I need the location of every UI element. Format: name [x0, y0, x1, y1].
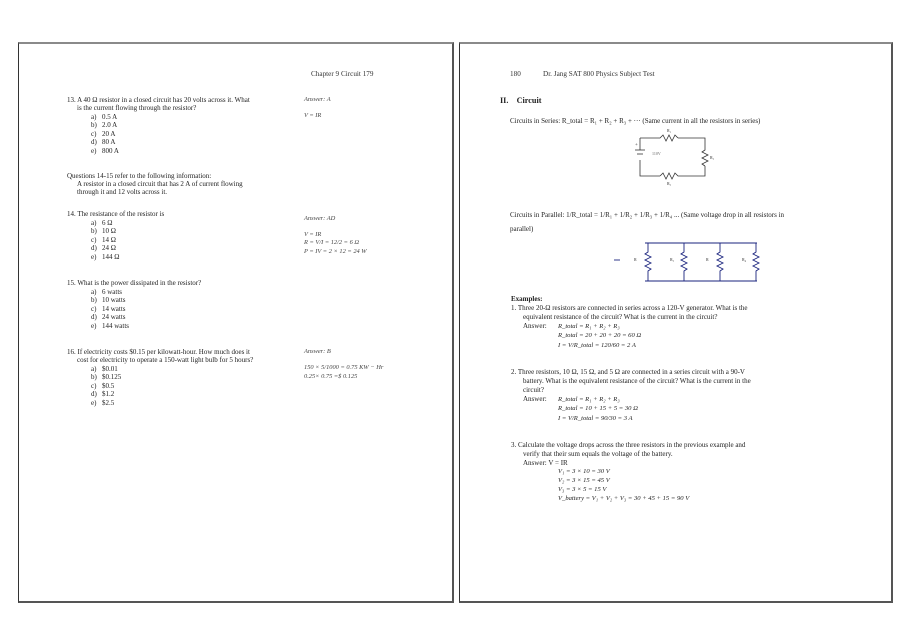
section-title: II. Circuit: [500, 96, 542, 105]
svg-text:R: R: [706, 257, 709, 262]
q16-options: [91, 365, 121, 407]
ex1-line-1: 1. Three 20-Ω resistors are connected in series across a 120-V generator. What is the: [511, 304, 748, 312]
svg-text:R₂: R₂: [710, 155, 715, 160]
ex1-answer-label: Answer:: [523, 322, 547, 330]
option: a) 6 watts: [91, 288, 123, 296]
option: d) 24 Ω: [91, 244, 116, 253]
series-circuit-diagram: [630, 128, 720, 188]
ex2-answer-label: Answer:: [523, 395, 547, 403]
ex2-work-3: I = V/R_total = 90/30 = 3 A: [558, 415, 633, 422]
option: a) 0.5 A: [91, 113, 118, 121]
info-line-2: A resistor in a closed circuit that has 2 A of current flowing: [77, 180, 243, 188]
ex3-work-4: V_battery = V₁ + V₂ + V₃ = 30 + 45 + 15 = 90 V: [558, 495, 690, 502]
q14-line-1: 14. The resistance of the resistor is: [67, 210, 165, 218]
parallel-formula: Circuits in Parallel: 1/R_total = 1/R₁ + 1/R₂ + 1/R₃ + 1/R₄ ... (Same voltage drop in all resistors in: [510, 211, 785, 219]
svg-text:R₂: R₂: [670, 257, 675, 262]
q14-answer: Answer: AD: [304, 215, 336, 222]
option: b) $0.125: [91, 373, 122, 382]
option: a) $0.01: [91, 365, 118, 373]
ex1-work-3: I = V/R_total = 120/60 = 2 A: [558, 342, 636, 349]
ex1-work-2: R_total = 20 + 20 + 20 = 60 Ω: [558, 332, 642, 339]
option: e) $2.5: [91, 398, 115, 407]
q14-options: [91, 219, 119, 261]
q16-line-2: cost for electricity to operate a 150-watt light bulb for 5 hours?: [77, 356, 254, 364]
q15-options: [91, 288, 129, 330]
option: c) $0.5: [91, 381, 115, 390]
option: b) 2.0 A: [91, 121, 118, 130]
ex2-line-2: battery. What is the equivalent resistance of the circuit? What is the current in the: [523, 377, 751, 385]
ex2-work-1: R_total = R₁ + R₂ + R₃: [558, 396, 620, 403]
info-line-3: through it and 12 volts across it.: [77, 188, 168, 196]
option: e) 800 A: [91, 146, 119, 155]
svg-text:R₃: R₃: [667, 181, 672, 186]
option: c) 20 A: [91, 129, 116, 138]
ex3-line-2: verify that their sum equals the voltage of the battery.: [523, 450, 673, 458]
page-header: Dr. Jang SAT 800 Physics Subject Test: [543, 70, 655, 78]
page-header: Chapter 9 Circuit 179: [311, 70, 374, 78]
option: c) 14 watts: [91, 304, 126, 313]
right-page: [459, 42, 893, 603]
q15-line-1: 15. What is the power dissipated in the resistor?: [67, 279, 202, 287]
option: d) 24 watts: [91, 313, 126, 322]
svg-text:R: R: [634, 257, 637, 262]
series-formula: Circuits in Series: R_total = R₁ + R₂ + R₃ + ··· (Same current in all the resistors in series): [510, 117, 761, 125]
q14-work-2: R = V/I = 12/2 = 6 Ω: [304, 239, 360, 246]
option: a) 6 Ω: [91, 219, 113, 227]
option: e) 144 Ω: [91, 252, 120, 261]
ex2-line-1: 2. Three resistors, 10 Ω, 15 Ω, and 5 Ω are connected in a series circuit with a 90-V: [511, 368, 745, 376]
q16-work-2: 0.25× 0.75 =$ 0.125: [304, 373, 358, 380]
q16-answer: Answer: B: [304, 348, 331, 355]
svg-text:110V: 110V: [652, 151, 661, 156]
ex3-line-1: 3. Calculate the voltage drops across the three resistors in the previous example and: [511, 441, 746, 449]
ex3-work-1: V₁ = 3 × 10 = 30 V: [558, 468, 610, 475]
left-page: [18, 42, 454, 603]
page-number: 180: [510, 70, 521, 78]
ex2-work-2: R_total = 10 + 15 + 5 = 30 Ω: [558, 405, 638, 412]
ex3-answer-label: Answer: V = IR: [523, 459, 568, 467]
q16-line-1: 16. If electricity costs $0.15 per kilowatt-hour. How much does it: [67, 348, 250, 356]
q14-work-1: V = IR: [304, 231, 322, 238]
svg-text:R₁: R₁: [667, 128, 672, 133]
q13-line-2: is the current flowing through the resistor?: [77, 104, 197, 112]
examples-title: Examples:: [511, 295, 543, 303]
q13-answer: Answer: A: [304, 96, 331, 103]
option: d) 80 A: [91, 138, 116, 147]
q14-work-3: P = IV = 2 × 12 = 24 W: [304, 248, 367, 255]
info-line-1: Questions 14-15 refer to the following information:: [67, 172, 212, 180]
option: d) $1.2: [91, 390, 115, 399]
option: b) 10 Ω: [91, 227, 116, 236]
q13-options: [91, 113, 119, 155]
ex1-work-1: R_total = R₁ + R₂ + R₃: [558, 323, 620, 330]
svg-text:R₄: R₄: [742, 257, 747, 262]
ex2-line-3: circuit?: [523, 386, 544, 394]
option: b) 10 watts: [91, 296, 126, 305]
q13-line-1: 13. A 40 Ω resistor in a closed circuit has 20 volts across it. What: [67, 96, 250, 104]
ex3-work-2: V₂ = 3 × 15 = 45 V: [558, 477, 610, 484]
ex1-line-2: equivalent resistance of the circuit? What is the current in the circuit?: [523, 313, 718, 321]
q13-work: V = IR: [304, 112, 322, 119]
parallel-formula-cont: parallel): [510, 225, 534, 233]
ex3-work-3: V₃ = 3 × 5 = 15 V: [558, 486, 607, 493]
option: e) 144 watts: [91, 321, 130, 330]
svg-text:+: +: [635, 143, 638, 148]
q16-work-1: 150 × 5/1000 = 0.75 KW − Hr: [304, 364, 384, 371]
option: c) 14 Ω: [91, 235, 116, 244]
parallel-circuit-diagram: [610, 238, 760, 288]
